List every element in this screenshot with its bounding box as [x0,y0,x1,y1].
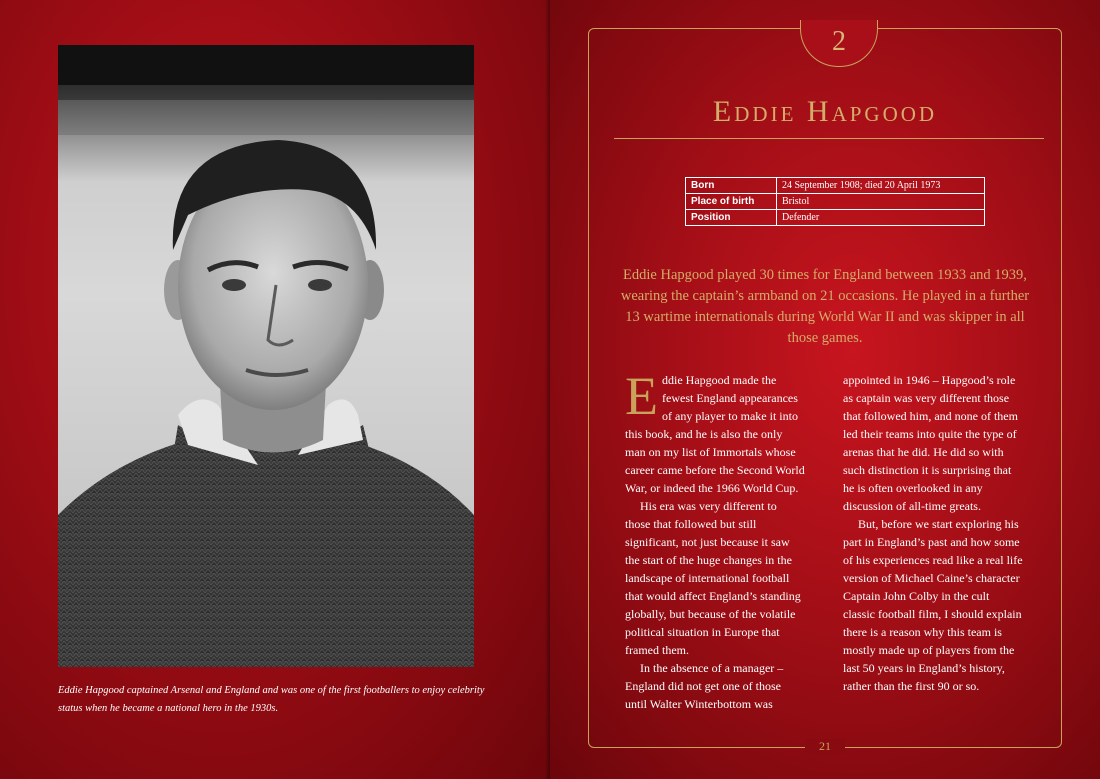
body-text: ddie Hapgood made the fewest England appearances of any player to make it into this book, and he is also the only man on my list of Immortals whose career came before the Second World War, or indeed the 1966 World Cup. [625,373,805,495]
right-page [550,0,1100,779]
body-column-left [625,366,805,713]
info-label: Born [686,178,777,194]
intro-paragraph: Eddie Hapgood played 30 times for England between 1933 and 1939, wearing the captain’s armband on 21 occasions. He played in a further 13 wartime internationals during World War II and was skipper in all those games. [620,267,1030,346]
body-paragraph: But, before we start exploring his part in England’s past and how some of his experiences read like a real life version of Michael Caine’s character Captain John Colby in the cult classic football film, I should explain there is a reason why this team is mostly made up of players from the last 50 years in England’s history, rather than the first 90 or so. [843,517,1023,693]
info-value: Bristol [777,194,985,210]
body-paragraph: In the absence of a manager – England did not get one of those until Walter Winterbottom was [625,661,784,711]
player-photo [58,45,474,667]
player-info-table [685,177,985,226]
page-number: 21 [805,739,845,754]
table-row [686,178,985,194]
info-label: Place of birth [686,194,777,210]
info-value: Defender [777,210,985,226]
chapter-title: Eddie Hapgood [712,95,938,128]
portrait-illustration [58,45,474,667]
title-divider [614,138,1044,139]
table-row [686,210,985,226]
photo-caption: Eddie Hapgood captained Arsenal and England and was one of the first footballers to enjoy celebrity status when he became a national hero in the 1930s. [58,685,485,714]
body-paragraph: His era was very different to those that followed but still significant, not just because it saw the start of the huge changes in the landscape of international football that would affect England’s standing globally, but because of the volatile political situation in Europe that framed them. [625,499,801,657]
table-row [686,194,985,210]
info-value: 24 September 1908; died 20 April 1973 [777,178,985,194]
chapter-number: 2 [800,20,878,67]
info-label: Position [686,210,777,226]
body-paragraph: appointed in 1946 – Hapgood’s role as captain was very different those that followed him, and none of them led their teams into quite the type of arenas that he did. He did so with such distinction it is surprising that he is often overlooked in any discussion of all-time greats. [843,373,1018,513]
drop-cap: E [625,366,658,426]
body-paragraph [625,366,805,497]
body-column-right [843,371,1023,695]
